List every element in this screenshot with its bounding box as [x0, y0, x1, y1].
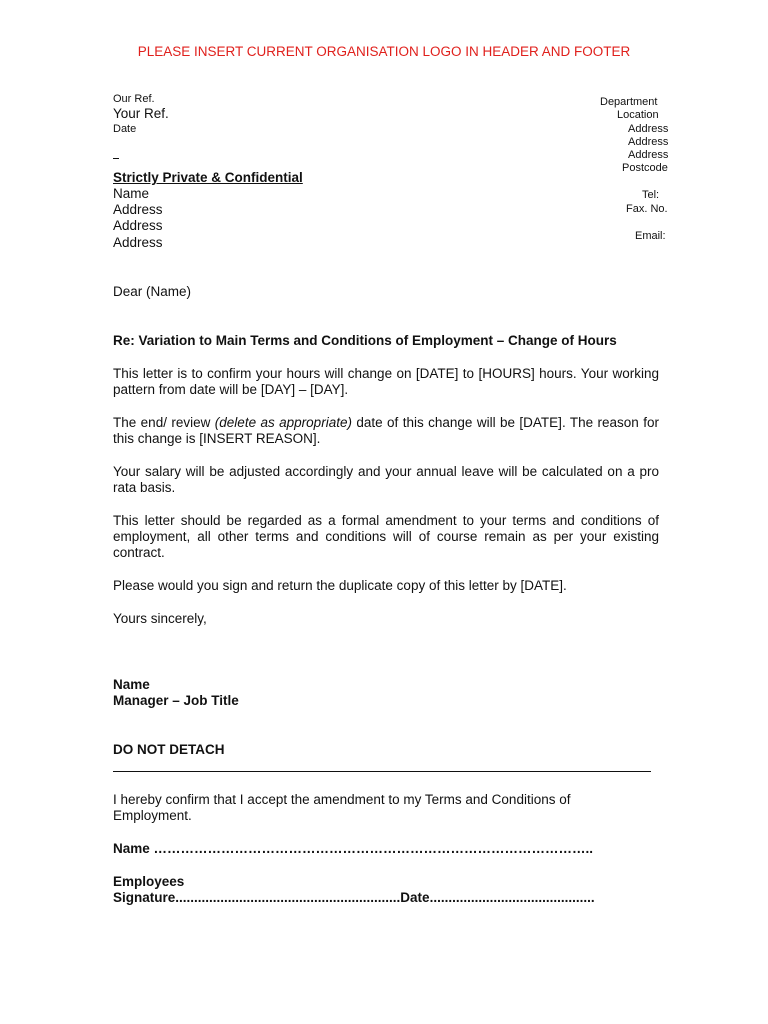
sender-postcode: Postcode — [622, 162, 668, 174]
body-paragraph-2-pre: The end/ review — [113, 415, 215, 430]
signature-date-field[interactable]: Signature............................................................Date............................................ — [113, 890, 595, 905]
signatory-name: Name — [113, 677, 150, 692]
body-paragraph-1: This letter is to confirm your hours will change on [DATE] to [HOURS] hours. Your working pattern from date will be [DAY] – [DAY]. — [113, 366, 659, 397]
body-paragraph-4: This letter should be regarded as a formal amendment to your terms and conditions of employment, all other terms and conditions will of course remain as per your existing contract. — [113, 513, 659, 560]
employees-label: Employees — [113, 874, 185, 889]
salutation: Dear (Name) — [113, 284, 192, 299]
separator-dash — [113, 158, 119, 159]
sender-address-3: Address — [628, 149, 669, 161]
sender-email: Email: — [635, 230, 666, 242]
body-paragraph-2-post: date of this change will be [DATE]. The reason for this change is [INSERT REASON]. — [113, 415, 659, 446]
recipient-address-2: Address — [113, 218, 163, 233]
closing: Yours sincerely, — [113, 611, 207, 626]
date-label: Date — [113, 123, 137, 135]
confidential-heading: Strictly Private & Confidential — [113, 170, 303, 185]
sender-address-1: Address — [628, 123, 669, 135]
signatory-title: Manager – Job Title — [113, 693, 239, 708]
sender-department: Department — [600, 96, 658, 108]
recipient-address-1: Address — [113, 202, 163, 217]
name-field[interactable]: Name …………………………………………………………………………………….. — [113, 841, 594, 856]
sender-location: Location — [617, 109, 659, 121]
your-ref: Your Ref. — [113, 106, 169, 121]
header-note: PLEASE INSERT CURRENT ORGANISATION LOGO IN HEADER AND FOOTER — [137, 44, 631, 59]
our-ref: Our Ref. — [113, 93, 155, 105]
sender-address-2: Address — [628, 136, 669, 148]
subject-line: Re: Variation to Main Terms and Conditions of Employment – Change of Hours — [113, 333, 617, 348]
sender-fax: Fax. No. — [626, 203, 668, 215]
detach-label: DO NOT DETACH — [113, 742, 225, 757]
recipient-name: Name — [113, 186, 150, 201]
body-paragraph-2 — [113, 415, 659, 447]
detach-rule — [113, 771, 651, 772]
recipient-address-3: Address — [113, 235, 163, 250]
body-paragraph-2-italic: (delete as appropriate) — [214, 415, 352, 430]
sender-tel: Tel: — [642, 189, 660, 201]
body-paragraph-5: Please would you sign and return the duplicate copy of this letter by [DATE]. — [113, 578, 567, 593]
body-paragraph-3: Your salary will be adjusted accordingly and your annual leave will be calculated on a pro rata basis. — [113, 464, 659, 495]
confirmation-text: I hereby confirm that I accept the amendment to my Terms and Conditions of Employment. — [113, 792, 571, 823]
